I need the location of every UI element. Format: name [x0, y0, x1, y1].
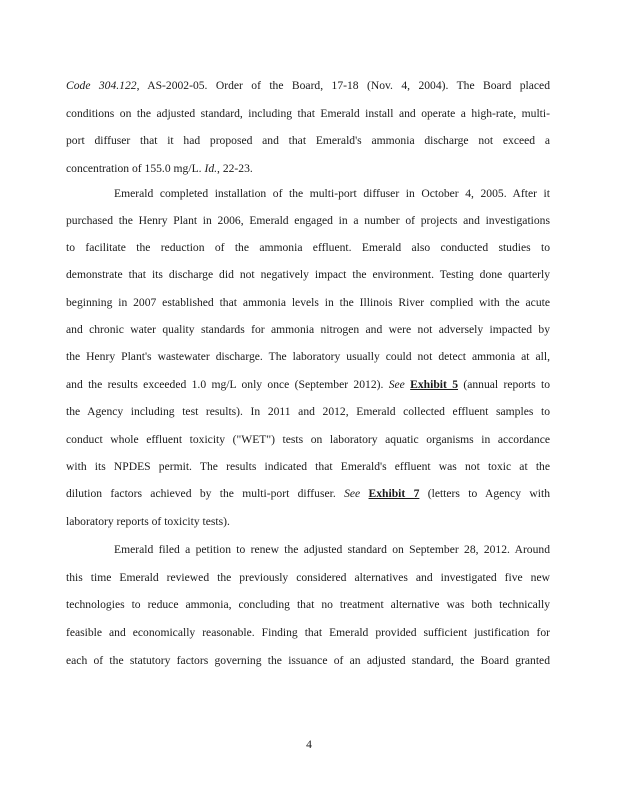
text-line: to facilitate the reduction of the ammonia effluent. Emerald also conducted studies to: [66, 241, 550, 254]
text-line: and chronic water quality standards for ammonia nitrogen and were not adversely impacted by: [66, 323, 550, 336]
text-line: port diffuser that it had proposed and that Emerald's ammonia discharge not exceed a: [66, 134, 550, 147]
paragraph-first-line: Emerald filed a petition to renew the adjusted standard on September 28, 2012. Around: [114, 543, 550, 556]
paragraph-first-line: Emerald completed installation of the multi-port diffuser in October 4, 2005. After it: [114, 187, 550, 200]
text-line: purchased the Henry Plant in 2006, Emerald engaged in a number of projects and investigations: [66, 214, 550, 227]
exhibit-reference: Exhibit 5: [410, 378, 459, 391]
text-line: feasible and economically reasonable. Finding that Emerald provided sufficient justification for: [66, 626, 550, 639]
text-line: technologies to reduce ammonia, concluding that no treatment alternative was both technically: [66, 598, 550, 611]
text-line: beginning in 2007 established that ammonia levels in the Illinois River complied with the acute: [66, 296, 550, 309]
text-line: with its NPDES permit. The results indicated that Emerald's effluent was not toxic at the: [66, 460, 550, 473]
text-line: the Henry Plant's wastewater discharge. The laboratory usually could not detect ammonia at all,: [66, 350, 550, 363]
exhibit-reference: Exhibit 7: [368, 487, 420, 500]
text-line: each of the statutory factors governing the issuance of an adjusted standard, the Board granted: [66, 654, 550, 667]
text-line: concentration of 155.0 mg/L. Id., 22-23.: [66, 162, 253, 175]
text-line: this time Emerald reviewed the previously considered alternatives and investigated five new: [66, 571, 550, 584]
text-line: laboratory reports of toxicity tests).: [66, 515, 230, 528]
text-line: conduct whole effluent toxicity ("WET") tests on laboratory aquatic organisms in accordance: [66, 433, 550, 446]
text-line: Code 304.122, AS-2002-05. Order of the Board, 17-18 (Nov. 4, 2004). The Board placed: [66, 79, 550, 92]
text-line: the Agency including test results). In 2011 and 2012, Emerald collected effluent samples to: [66, 405, 550, 418]
text-line: conditions on the adjusted standard, including that Emerald install and operate a high-rate, multi-: [66, 107, 550, 120]
text-line: and the results exceeded 1.0 mg/L only once (September 2012). See Exhibit 5 (annual reports to: [66, 378, 551, 391]
text-line: dilution factors achieved by the multi-port diffuser. See Exhibit 7 (letters to Agency with: [66, 487, 550, 500]
page-number: 4: [306, 738, 312, 751]
text-line: demonstrate that its discharge did not negatively impact the environment. Testing done quarterly: [66, 268, 550, 281]
